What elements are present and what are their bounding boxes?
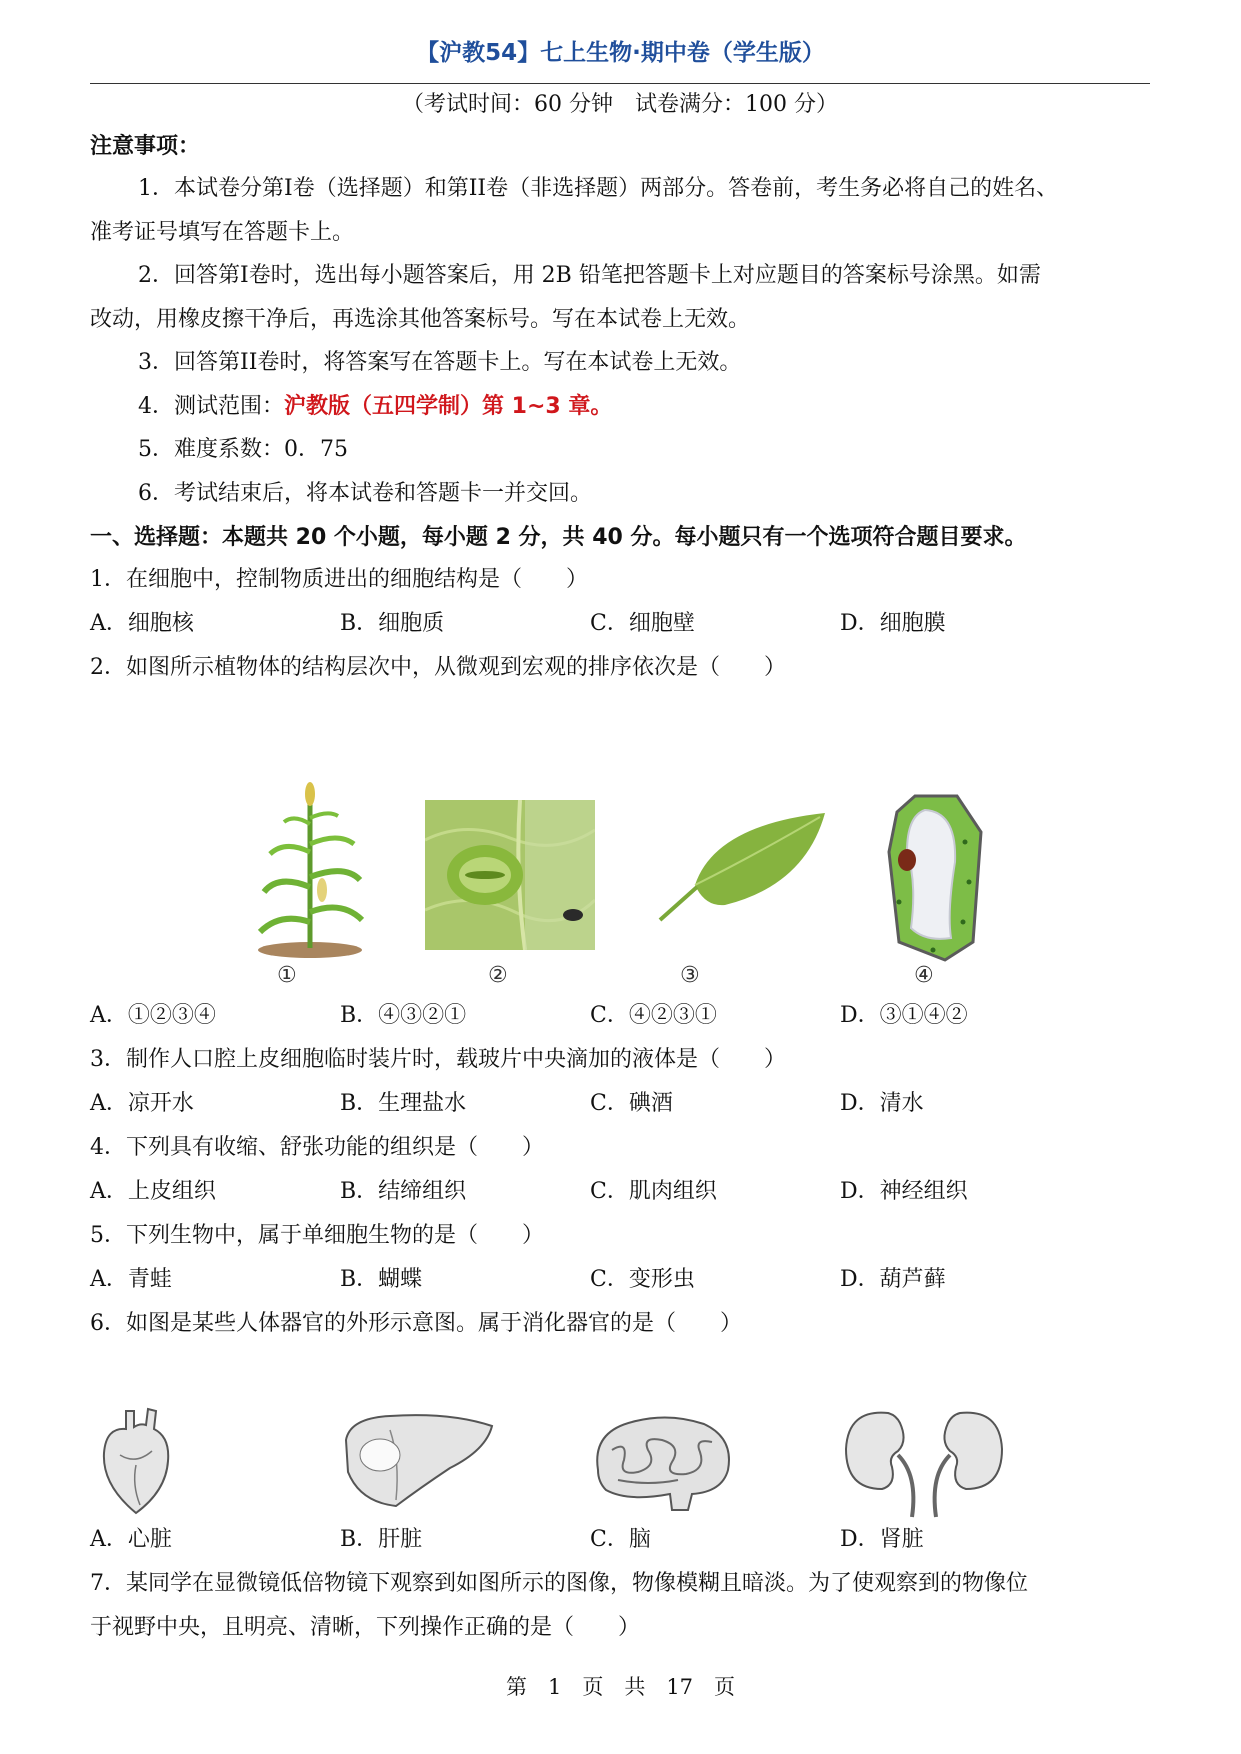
leaf-illustration [655, 805, 835, 925]
note-item: 1．本试卷分第I卷（选择题）和第II卷（非选择题）两部分。答卷前，考生务必将自己的姓名、 [138, 176, 1059, 201]
heart-illustration [96, 1405, 176, 1517]
note-item: 2．回答第I卷时，选出每小题答案后，用 2B 铅笔把答题卡上对应题目的答案标号涂黑。如需 [138, 263, 1041, 288]
option-a: A．心脏 [90, 1527, 172, 1552]
section-title: 一、选择题：本题共 20 个小题，每小题 2 分，共 40 分。每小题只有一个选项符合题目要求。 [90, 525, 1027, 550]
plant-illustration [250, 782, 370, 960]
exam-info: （考试时间：60 分钟 试卷满分：100 分） [402, 92, 838, 117]
cell-illustration [885, 792, 985, 962]
figure-label: ③ [680, 963, 700, 988]
notes-heading: 注意事项： [90, 134, 201, 159]
option-c: C．④②③① [590, 1003, 717, 1028]
liver-illustration [340, 1410, 498, 1510]
question-stem: 5．下列生物中，属于单细胞生物的是（ ） [90, 1223, 544, 1248]
option-c: C．肌肉组织 [590, 1179, 717, 1204]
question-stem: 7．某同学在显微镜低倍物镜下观察到如图所示的图像，物像模糊且暗淡。为了使观察到的物像位 [90, 1571, 1029, 1596]
tissue-illustration [425, 800, 595, 950]
question-stem: 1．在细胞中，控制物质进出的细胞结构是（ ） [90, 567, 588, 592]
option-a: A．凉开水 [90, 1091, 194, 1116]
note-scope-value: 沪教版（五四学制）第 1~3 章。 [284, 394, 613, 419]
question-stem: 6．如图是某些人体器官的外形示意图。属于消化器官的是（ ） [90, 1311, 742, 1336]
kidneys-illustration [838, 1405, 1010, 1521]
option-a: A．上皮组织 [90, 1179, 216, 1204]
option-b: B．肝脏 [340, 1527, 423, 1552]
option-d: D．葫芦藓 [840, 1267, 946, 1292]
option-d: D．肾脏 [840, 1527, 924, 1552]
note-end: 6．考试结束后，将本试卷和答题卡一并交回。 [138, 481, 592, 506]
option-c: C．碘酒 [590, 1091, 673, 1116]
question-stem: 3．制作人口腔上皮细胞临时装片时，载玻片中央滴加的液体是（ ） [90, 1047, 786, 1072]
option-d: D．神经组织 [840, 1179, 968, 1204]
option-b: B．生理盐水 [340, 1091, 467, 1116]
question-stem-continued: 于视野中央，且明亮、清晰，下列操作正确的是（ ） [90, 1615, 641, 1640]
option-a: A．①②③④ [90, 1003, 216, 1028]
option-d: D．③①④② [840, 1003, 968, 1028]
note-scope [138, 392, 1150, 422]
option-c: C．脑 [590, 1527, 651, 1552]
question-stem: 2．如图所示植物体的结构层次中，从微观到宏观的排序依次是（ ） [90, 655, 786, 680]
option-b: B．细胞质 [340, 611, 445, 636]
note-item: 改动，用橡皮擦干净后，再选涂其他答案标号。写在本试卷上无效。 [90, 307, 751, 332]
option-b: B．蝴蝶 [340, 1267, 423, 1292]
figure-label: ② [488, 963, 508, 988]
figure-label: ④ [914, 963, 934, 988]
option-d: D．细胞膜 [840, 611, 946, 636]
figure-label: ① [277, 963, 297, 988]
page-footer: 第 1 页 共 17 页 [505, 1675, 736, 1699]
brain-illustration [588, 1410, 738, 1514]
header-divider [90, 83, 1150, 84]
note-item: 3．回答第II卷时，将答案写在答题卡上。写在本试卷上无效。 [138, 350, 742, 375]
option-d: D．清水 [840, 1091, 924, 1116]
note-item: 准考证号填写在答题卡上。 [90, 220, 355, 245]
option-a: A．青蛙 [90, 1267, 172, 1292]
exam-title: 【沪教54】七上生物·期中卷（学生版） [416, 40, 825, 66]
option-b: B．结缔组织 [340, 1179, 467, 1204]
option-c: C．变形虫 [590, 1267, 695, 1292]
option-a: A．细胞核 [90, 611, 194, 636]
option-c: C．细胞壁 [590, 611, 695, 636]
note-difficulty: 5．难度系数：0．75 [138, 437, 348, 462]
option-b: B．④③②① [340, 1003, 467, 1028]
question-stem: 4．下列具有收缩、舒张功能的组织是（ ） [90, 1135, 544, 1160]
note-scope-prefix: 4．测试范围： [138, 394, 284, 419]
